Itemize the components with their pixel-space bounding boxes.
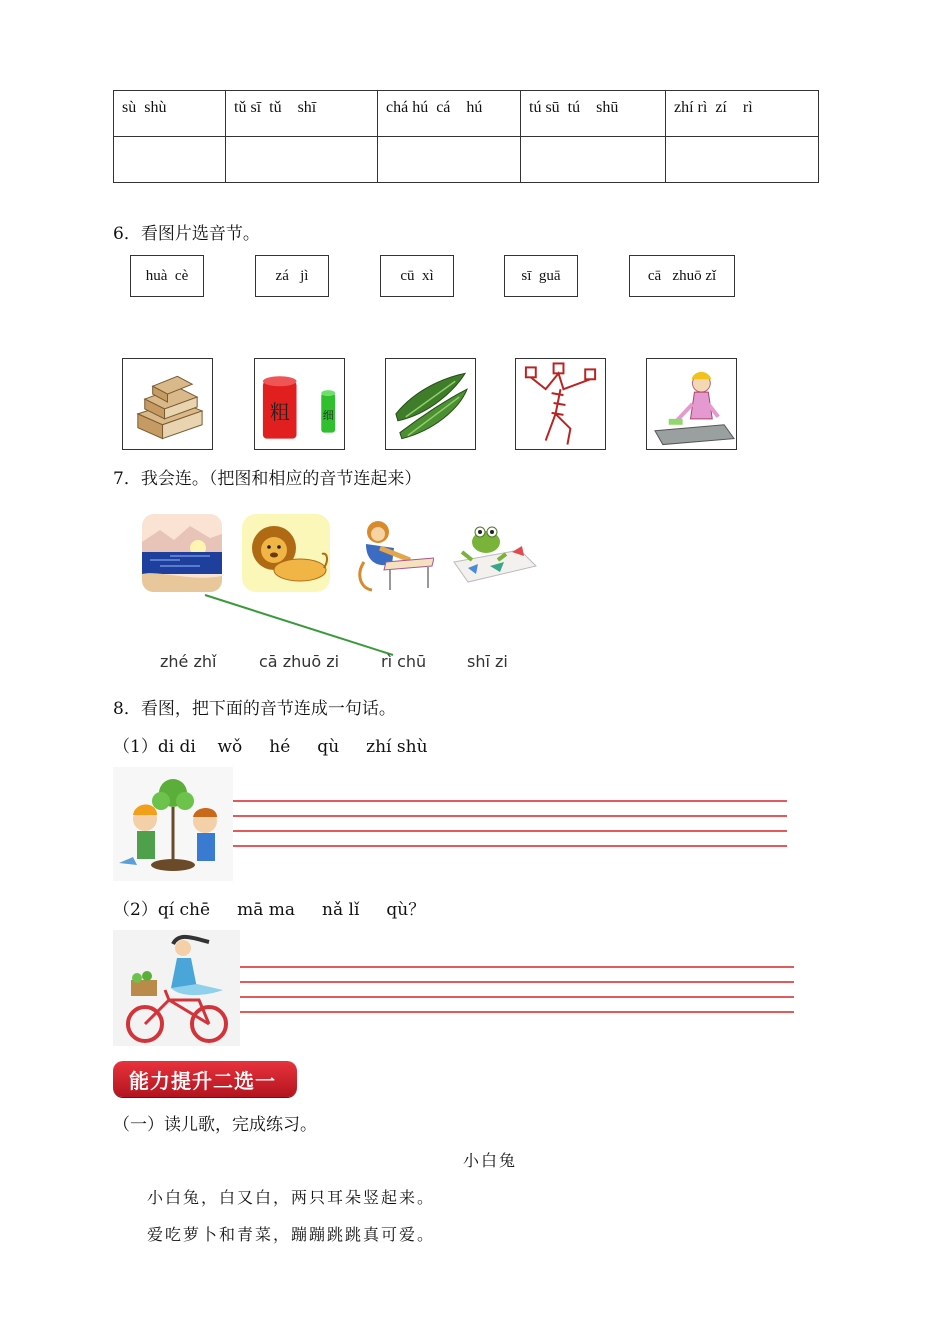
writing-lines-1[interactable]	[233, 800, 787, 850]
option-box[interactable]: cū xì	[380, 255, 454, 297]
writing-lines-2[interactable]	[240, 966, 794, 1016]
section-badge: 能力提升二选一	[113, 1061, 297, 1097]
kids-planting-tree-icon	[113, 767, 233, 881]
q6-title: 6．看图片选音节。	[113, 224, 260, 244]
table-cell: chá hú cá hú	[378, 91, 521, 137]
table-cell: tǔ sī tǔ shī	[226, 91, 378, 137]
table-cell: zhí rì zí rì	[666, 91, 819, 137]
q8-item-1: （1）di di wǒ hé qù zhí shù	[113, 737, 428, 757]
q7-title: 7．我会连。（把图和相应的音节连起来）	[113, 469, 422, 489]
q7-label[interactable]: zhé zhǐ	[160, 652, 217, 671]
table-cell: sù shù	[114, 91, 226, 137]
q8-item-2: （2）qí chē mā ma nǎ lǐ qù？	[113, 900, 426, 920]
q7-label[interactable]: shī zi	[467, 652, 508, 671]
table-cell: tú sū tú shū	[521, 91, 666, 137]
poem-title: 小白兔	[463, 1151, 518, 1170]
q7-label[interactable]: rì chū	[381, 652, 427, 671]
option-box[interactable]: cā zhuō zǐ	[629, 255, 735, 297]
can-label-thick: 粗	[269, 400, 290, 424]
poem-line-1: 小白兔，白又白，两只耳朵竖起来。	[147, 1188, 436, 1207]
q8-title: 8．看图，把下面的音节连成一句话。	[113, 699, 396, 719]
section-subtitle: （一）读儿歌，完成练习。	[113, 1115, 317, 1135]
can-label-thin: 细	[322, 408, 334, 422]
option-box[interactable]: huà cè	[130, 255, 204, 297]
option-box[interactable]: sī guā	[504, 255, 578, 297]
q7-label[interactable]: cā zhuō zi	[259, 652, 340, 671]
woman-riding-bicycle-icon	[113, 930, 240, 1046]
option-box[interactable]: zá jì	[255, 255, 329, 297]
poem-line-2: 爱吃萝卜和青菜，蹦蹦跳跳真可爱。	[147, 1225, 436, 1244]
